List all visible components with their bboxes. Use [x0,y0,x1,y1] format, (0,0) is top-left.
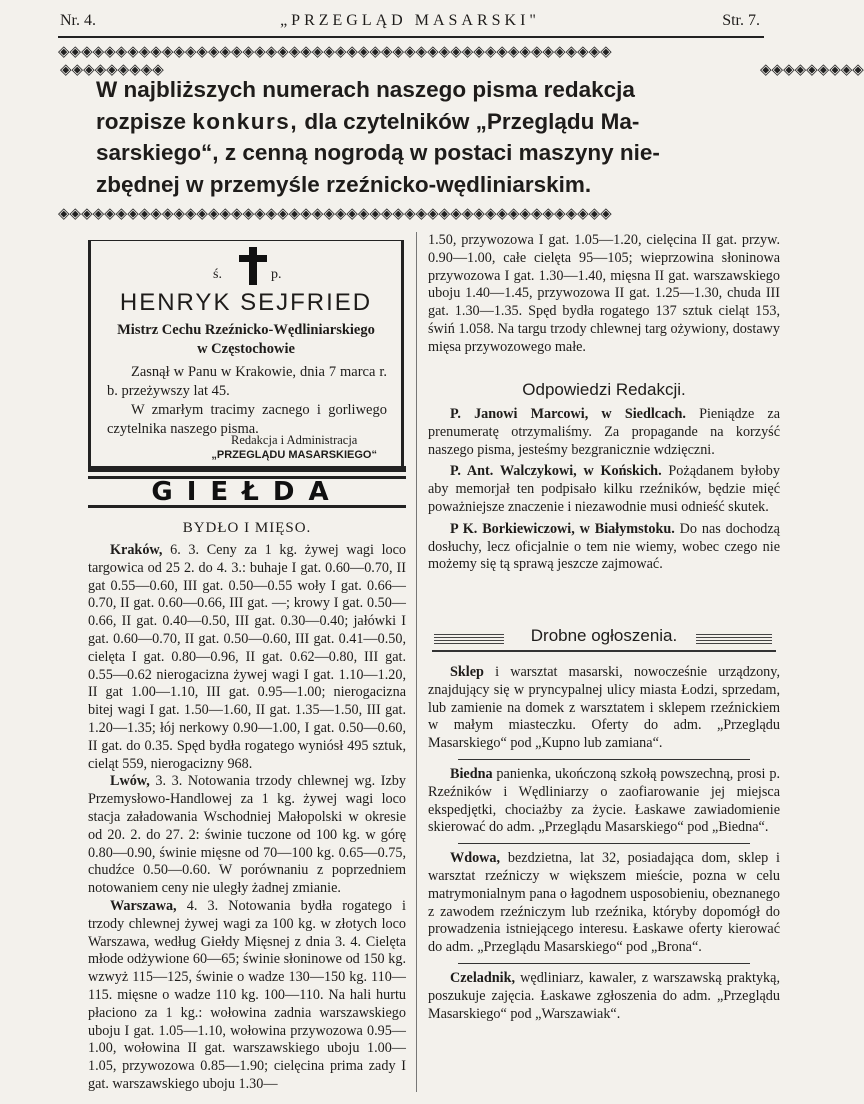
announce-line-1: W najbliższych numerach naszego pisma redakcja [96,77,635,102]
ad-sklep: Sklep i warsztat masarski, nowocześnie urządzony, znajdujący się w pryncypalnej ulicy miasta Łodzi, sprzedam, lub zamienie na domek z warsztatem i sklepem rzeźnickiem w małym miasteczku. Oferty do adm. „Przeglądu Masarskiego“ pod „Kupno lub zamiana“. [428,664,780,752]
announce-line-4: zbędnej w przemyśle rzeźnicko-wędliniarskim. [96,171,592,197]
obituary-bottom-rule [88,466,406,472]
announce-line-3: sarskiego“, z cenną nogrodą w postaci maszyny nie- [96,140,660,165]
classifieds-rule [432,650,776,652]
ad-biedna: Biedna panienka, ukończoną szkołą powszechną, prosi p. Rzeźników i Wędliniarzy o zaofiarowanie jej miejsca ekspedjętki, chociażby za życie. Łaskawe zawiadomienie skierować do adm. „Przeglądu Masarskiego“ pod „Biedna“. [428,765,780,836]
report-warszawa: Warszawa, 4. 3. Notowania bydła rogatego i trzody chlewnej żywej wagi za 100 kg. w złotych loco Warszawa, według Giełdy Mięsnej z dnia 3. 4. Cielęta młode odżywione 60—65; świnie słoninowe od 150 kg. wzwyż 115—125, świnie o wadze 130—150 kg. 110—115. mięsne o wadze 110 kg. 100—110. Na hali hurtu płaciono za 1 kg.: wołowina zadnia warszawskiego uboju I gat. 1.05—1.10, wołowina przywozowa 0.95—1.00, wołowina II gat. warszawskiego uboju 1.00—1.05, przywozowa 0.85—1.90; cielęcina prima zady I gat. warszawskiego uboju 1.30— [88,897,406,1092]
announce-line-2: rozpisze konkurs, dla czytelników „Przeglądu Ma- [96,108,640,134]
ornament-left: ◈◈◈◈◈◈◈◈◈ [60,62,164,78]
ad-czeladnik: Czeladnik, wędliniarz, kawaler, z warszawską praktyką, poszukuje zajęcia. Łaskawe zgłoszenia do adm. „Przeglądu Masarskiego“ pod „Warszawiak“. [428,969,780,1022]
ornament-bottom: ◈◈◈◈◈◈◈◈◈◈◈◈◈◈◈◈◈◈◈◈◈◈◈◈◈◈◈◈◈◈◈◈◈◈◈◈◈◈◈◈◈◈◈◈◈◈◈◈ [58,206,612,222]
bydlo-subtitle: BYDŁO I MIĘSO. [182,520,312,536]
answer-1: P. Janowi Marcowi, w Siedlcach. Pieniądze za prenumeratę otrzymaliśmy. Za propagande na korzyść naszego pisma, jesteśmy bezgranicznie wdzięczni. [428,406,780,458]
obituary-box [88,240,404,466]
page-number: Str. 7. [722,12,760,29]
obituary-text: Zasnął w Panu w Krakowie, dnia 7 marca r. b. przeżywszy lat 45. W zmarłym tracimy zacnego i gorliwego czytelnika naszego pisma. [107,364,387,437]
editorial-answers [428,406,780,578]
answer-2: P. Ant. Walczykowi, w Końskich. Pożądanem byłoby aby memorjał ten podpisało kilku rzeźników, będzie mięć poważniejsze znaczenie i niezawodnie musi odnieść skutek. [428,463,780,515]
ornament-top: ◈◈◈◈◈◈◈◈◈◈◈◈◈◈◈◈◈◈◈◈◈◈◈◈◈◈◈◈◈◈◈◈◈◈◈◈◈◈◈◈◈◈◈◈◈◈◈◈ [58,44,612,60]
report-krakow: Kraków, 6. 3. Ceny za 1 kg. żywej wagi loco targowica od 25 2. do 4. 3.: buhaje I gat. 0.60—0.70, II gat 0.55—0.60, III gat. 0.50—0.55 woły I gat. 0.66—0.70, II gat. 0.60—0.66, III gat. —; krowy I gat. 0.50—0.66, II gat. 0.40—0.50, III gat. 0.30—0.40; jałówki I gat. 0.60—0.70, II gat. 0.50—0.60, III gat. 0.41—0.50, cielęta I gat. 0.80—0.96, II gat. 0.62—0.80, III gat. 0.55—0.62 nierogacizna żywej wagi I gat. 1.10—1.20, II gat 1.00—1.10, III gat. 0.95—1.00; nierogacizna bitej wagi I gat. 1.50—1.60, II gat. 1.35—1.50, III gat. 1.20—1.35; łój nerkowy 0.90—1.00, I gat. 0.50—0.60, II gat. do 0.35. Spęd bydła rogatego wyniósł 495 sztuk, cieląt 559, nierogacizny 968. [88,542,406,772]
classified-ads [428,664,780,1023]
ad-wdowa: Wdowa, bezdzietna, lat 32, posiadająca dom, sklep i warsztat rzeźniczy w większem mieście, pozna w celu matrymonialnym pana o łagodnem usposobieniu, obeznanego z zawodem rzeźniczym lub rzeźnika, któryby dopomógł do prowadzenia istniejącego interesu. Łaskawe oferty kierować do adm. „Przeglądu Masarskiego“ pod „Brona“. [428,850,780,956]
cross-icon-bar [239,255,267,262]
obituary-prefix: ś. [213,267,222,282]
classifieds-title: Drobne ogłoszenia. [530,626,678,645]
obituary-signature: Redakcja i Administracja „PRZEGLĄDU MASARSKIEGO“ [211,433,377,461]
section-gielda [88,476,406,508]
column-divider [416,232,417,1092]
header-rule [58,36,764,38]
page-header [60,10,760,32]
market-reports [88,542,406,1094]
classifieds-header [428,618,780,660]
konkurs-word: konkurs, [192,108,299,134]
ad-divider [458,963,750,964]
report-continued: 1.50, przywozowa I gat. 1.05—1.20, cielęcina II gat. przyw. 0.90—1.00, całe cielęta 95—105; wieprzowina słoninowa przywozowa I gat. 1.30—1.40, mięsna II gat. warszawskiego uboju 1.40—1.45, przywozowa II gat. 1.25—1.30, chuda III gat. 1.30—1.35. Spęd bydła rogatego 137 sztuk cieląt 153, świń 1.058. Na targu trzody chlewnej targ ożywiony, dostawy mięsa przywozowego małe. [428,232,780,355]
ornament-right: ◈◈◈◈◈◈◈◈◈ [760,62,864,78]
deceased-name: HENRYK SEJFRIED [119,289,373,316]
issue-number: Nr. 4. [60,12,96,29]
report-lwow: Lwów, 3. 3. Notowania trzody chlewnej wg. Izby Przemysłowo-Handlowej za 1 kg. żywej wagi loco stacja załadowania Wschodniej Małopolski w okresie od 20. 2. do 27. 2: świnie tuczone od 100 kg. w górę 0.80—0.90, świnie mięsne od 70—100 kg. 0.65—0.75, chudźce 0.50—0.60. W porównaniu z poprzedniem notowaniem ceny nie uległy żadnej zmianie. [88,773,406,897]
deceased-role: Mistrz Cechu Rzeźnicko-Wędliniarskiego w Częstochowie [117,322,375,357]
obituary-prefix-p: p. [271,267,282,282]
answers-title: Odpowiedzi Redakcji. [522,380,686,399]
contest-announcement [96,74,736,200]
journal-title: „PRZEGLĄD MASARSKI" [280,12,540,29]
answer-3: P K. Borkiewiczowi, w Białymstoku. Do nas dochodzą dosłuchy, lecz oficjalnie o tem nie wiemy, wobec czego nie możemy się tą sprawą jeszcze zajmować. [428,520,780,573]
cross-icon [249,247,257,285]
ad-divider [458,759,750,760]
ad-divider [458,843,750,844]
gielda-title: GIEŁDA [151,477,343,507]
